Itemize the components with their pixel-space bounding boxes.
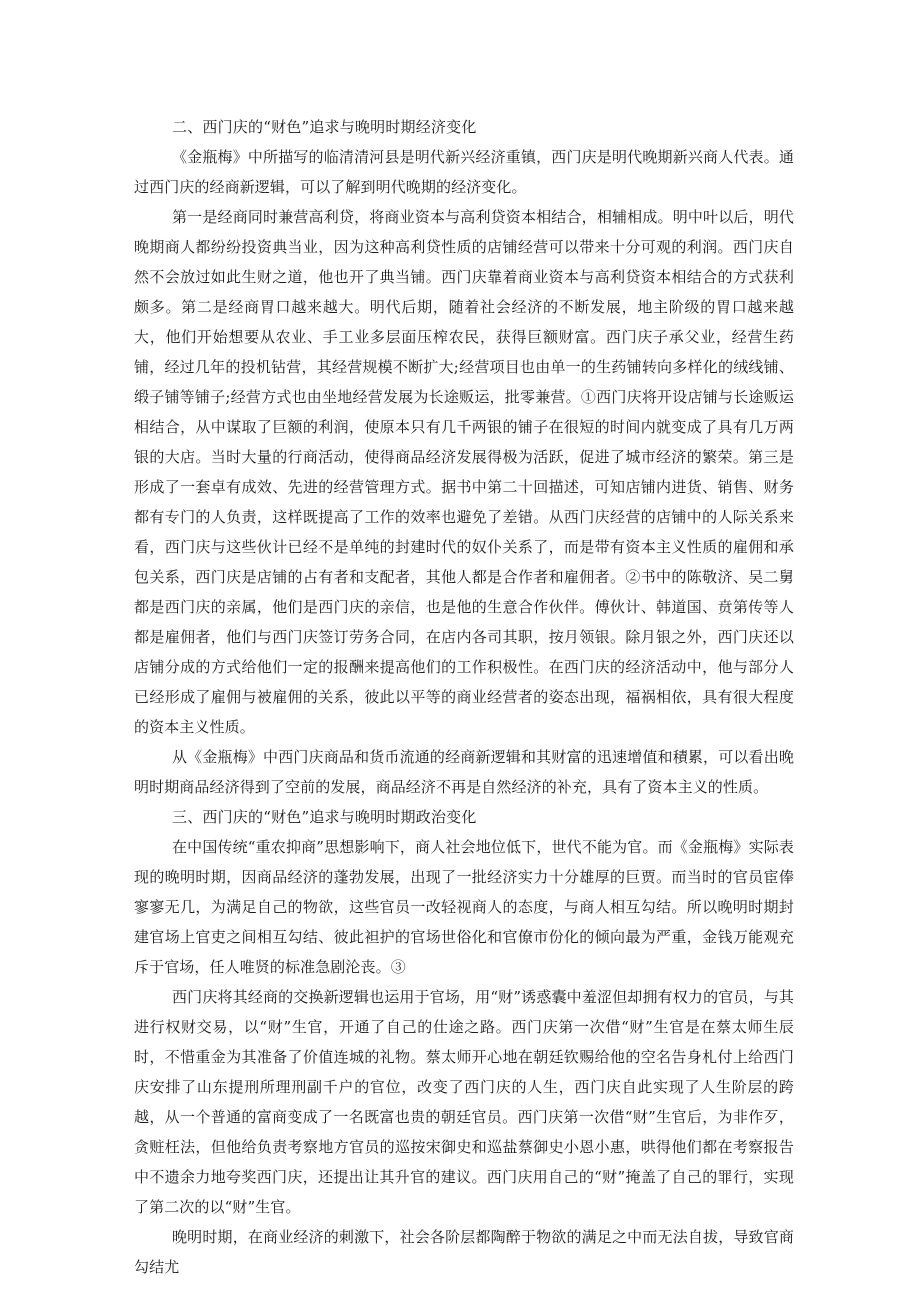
paragraph-intro: 《金瓶梅》中所描写的临清清河县是明代新兴经济重镇，西门庆是明代晚期新兴商人代表。通过西门庆的经商新逻辑，可以了解到明代晚期的经济变化。	[134, 148, 794, 196]
paragraph-political-background: 在中国传统“重农抑商”思想影响下，商人社会地位低下，世代不能为官。而《金瓶梅》实际表现的晚明时期，因商品经济的蓬勃发展，出现了一批经济实力十分雄厚的巨贾。而当时的官员宦俸寥寥无几，为满足自己的物欲，这些官员一改轻视商人的态度，与商人相互勾结。所以晚明时期封建官场上官吏之间相互勾结、彼此袒护的官场世俗化和官僚市份化的倾向最为严重，金钱万能观充斥于官场，任人唯贤的标准急剧沦丧。③	[134, 838, 794, 976]
paragraph-business-logic: 第一是经商同时兼营高利贷，将商业资本与高利贷资本相结合，相辅相成。明中叶以后，明代晚期商人都纷纷投资典当业，因为这种高利贷性质的店铺经营可以带来十分可观的利润。西门庆自然不会放过如此生财之道，他也开了典当铺。西门庆靠着商业资本与高利贷资本相结合的方式获利颇多。第二是经商胃口越来越大。明代后期，随着社会经济的不断发展，地主阶级的胃口越来越大，他们开始想要从农业、手工业多层面压榨农民，获得巨额财富。西门庆子承父业，经营生药铺，经过几年的投机钻营，其经营规模不断扩大;经营项目也由单一的生药铺转向多样化的绒线铺、缎子铺等铺子;经营方式也由坐地经营发展为长途贩运，批零兼营。①西门庆将开设店铺与长途贩运相结合，从中谋取了巨额的利润，使原本只有几千两银的铺子在很短的时间内就变成了具有几万两银的大店。当时大量的行商活动，使得商品经济发展得极为活跃，促进了城市经济的繁荣。第三是形成了一套卓有成效、先进的经营管理方式。据书中第二十回描述，可知店铺内进货、销售、财务都有专门的人负责，这样既提高了工作的效率也避免了差错。从西门庆经营的店铺中的人际关系来看，西门庆与这些伙计已经不是单纯的封建时代的奴仆关系了，而是带有资本主义性质的雇佣和承包关系，西门庆是店铺的占有者和支配者，其他人都是合作者和雇佣者。②书中的陈敬济、吴二舅都是西门庆的亲属，他们是西门庆的亲信，也是他的生意合作伙伴。傅伙计、韩道国、贲第传等人都是雇佣者，他们与西门庆签订劳务合同，在店内各司其职，按月领银。除月银之外，西门庆还以店铺分成的方式给他们一定的报酬来提高他们的工作积极性。在西门庆的经济活动中，他与部分人已经形成了雇佣与被雇佣的关系，彼此以平等的商业经营者的姿态出现，福祸相依，具有很大程度的资本主义性质。	[134, 208, 794, 736]
section-heading-2: 二、西门庆的“财色”追求与晚明时期经济变化	[172, 118, 477, 136]
section-heading-3: 三、西门庆的“财色”追求与晚明时期政治变化	[172, 808, 477, 826]
document-page	[134, 112, 794, 1282]
paragraph-wealth-for-office: 西门庆将其经商的交换新逻辑也运用于官场，用“财”诱惑囊中羞涩但却拥有权力的官员，与其进行权财交易，以“财”生官，开通了自己的仕途之路。西门庆第一次借“财”生官是在蔡太师生辰时，不惜重金为其准备了价值连城的礼物。蔡太师开心地在朝廷钦赐给他的空名告身札付上给西门庆安排了山东提刑所理刑副千户的官位，改变了西门庆的人生，西门庆自此实现了人生阶层的跨越，从一个普通的富商变成了一名既富也贵的朝廷官员。西门庆第一次借“财”生官后，为非作歹，贪赃枉法，但他给负责考察地方官员的巡按宋御史和巡盐蔡御史小恩小惠，哄得他们都在考察报告中不遗余力地夸奖西门庆，还提出让其升官的建议。西门庆用自己的“财”掩盖了自己的罪行，实现了第二次的以“财”生官。	[134, 988, 794, 1216]
paragraph-late-ming: 晚明时期，在商业经济的刺激下，社会各阶层都陶醉于物欲的满足之中而无法自拔，导致官商勾结尤	[134, 1228, 794, 1276]
paragraph-economic-conclusion: 从《金瓶梅》中西门庆商品和货币流通的经商新逻辑和其财富的迅速增值和積累，可以看出晚明时期商品经济得到了空前的发展，商品经济不再是自然经济的补充，具有了资本主义的性质。	[134, 748, 794, 796]
